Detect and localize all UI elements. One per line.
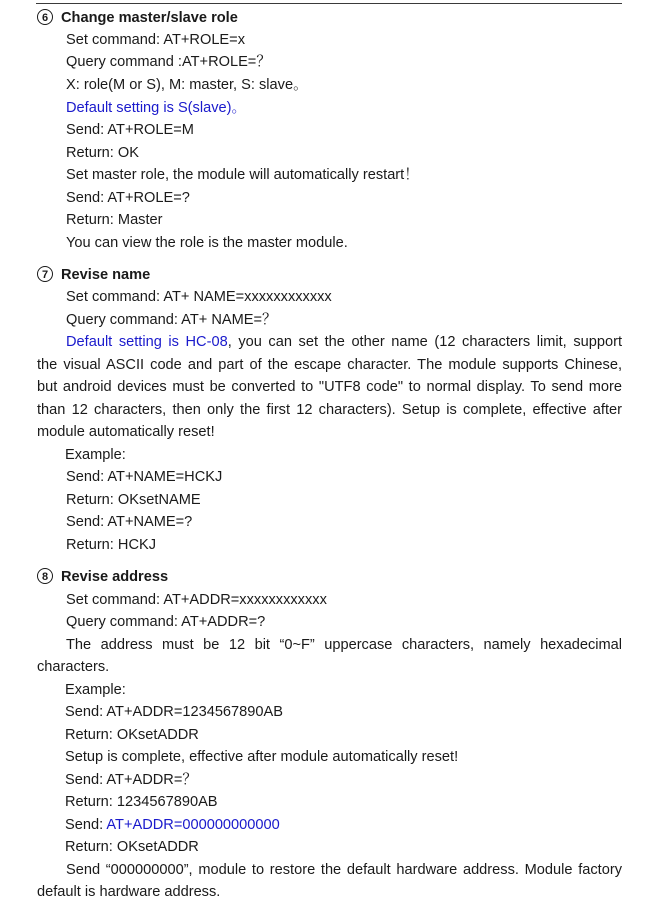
section-title: Revise address xyxy=(61,569,169,585)
query-command-line: Query command :AT+ROLE=？ xyxy=(66,54,271,70)
send-command-blue: AT+ADDR=000000000000 xyxy=(106,817,280,833)
default-setting-line: Default setting is S(slave)。 xyxy=(66,100,247,116)
paragraph-line: than 12 characters, then only the first 12 characters). Setup is complete, effective after xyxy=(37,402,622,418)
section-heading-address xyxy=(37,568,168,586)
role-param-line: X: role(M or S), M: master, S: slave。 xyxy=(66,77,308,93)
send-line: Send: AT+ROLE=M xyxy=(66,122,194,138)
example-line: Send: AT+NAME=HCKJ xyxy=(66,469,223,485)
example-line: Send: AT+ADDR=？ xyxy=(65,772,197,788)
paragraph-line: default is hardware address. xyxy=(37,884,221,900)
paragraph-line xyxy=(66,333,622,351)
paragraph-text: , you can set the other name (12 characters limit, support xyxy=(227,334,622,350)
query-command-line: Query command: AT+ADDR=? xyxy=(66,614,266,630)
section-number-badge: 8 xyxy=(37,568,53,584)
section-number-badge: 7 xyxy=(37,266,53,282)
query-command-line: Query command: AT+ NAME=？ xyxy=(66,312,277,328)
section-heading-name xyxy=(37,266,150,284)
example-line: Return: OKsetADDR xyxy=(65,839,199,855)
paragraph-line: module automatically reset! xyxy=(37,424,215,440)
example-label: Example: xyxy=(65,447,126,463)
section-heading-role xyxy=(37,9,238,27)
section-number-badge: 6 xyxy=(37,9,53,25)
send-line: Send: AT+ROLE=? xyxy=(66,190,190,206)
paragraph-line: the visual ASCII code and part of the escape character. The module supports Chinese, xyxy=(37,357,622,373)
paragraph-line: characters. xyxy=(37,659,110,675)
example-label: Example: xyxy=(65,682,126,698)
send-prefix: Send: xyxy=(65,817,107,833)
return-line: Return: Master xyxy=(66,212,163,228)
top-rule xyxy=(36,3,622,4)
example-line: Send: AT+NAME=? xyxy=(66,514,193,530)
section-title: Revise name xyxy=(61,267,151,283)
note-line: You can view the role is the master module. xyxy=(66,235,348,251)
section-title: Change master/slave role xyxy=(61,10,238,26)
paragraph-line: Send “000000000”, module to restore the default hardware address. Module factory xyxy=(66,862,622,878)
paragraph-line: The address must be 12 bit “0~F” uppercase characters, namely hexadecimal xyxy=(66,637,622,653)
set-command-line: Set command: AT+ROLE=x xyxy=(66,32,245,48)
return-line: Return: OK xyxy=(66,145,139,161)
note-line: Set master role, the module will automatically restart！ xyxy=(66,167,419,183)
example-line: Send: AT+ADDR=1234567890AB xyxy=(65,704,283,720)
default-setting-text: Default setting is HC-08 xyxy=(66,334,228,350)
example-line: Return: HCKJ xyxy=(66,537,157,553)
example-line: Return: 1234567890AB xyxy=(65,794,218,810)
set-command-line: Set command: AT+ NAME=xxxxxxxxxxxx xyxy=(66,289,332,305)
example-line xyxy=(65,816,280,834)
paragraph-line: but android devices must be converted to "UTF8 code" to normal display. To send more xyxy=(37,379,622,395)
set-command-line: Set command: AT+ADDR=xxxxxxxxxxxx xyxy=(66,592,327,608)
example-line: Setup is complete, effective after module automatically reset! xyxy=(65,749,459,765)
example-line: Return: OKsetADDR xyxy=(65,727,199,743)
example-line: Return: OKsetNAME xyxy=(66,492,201,508)
